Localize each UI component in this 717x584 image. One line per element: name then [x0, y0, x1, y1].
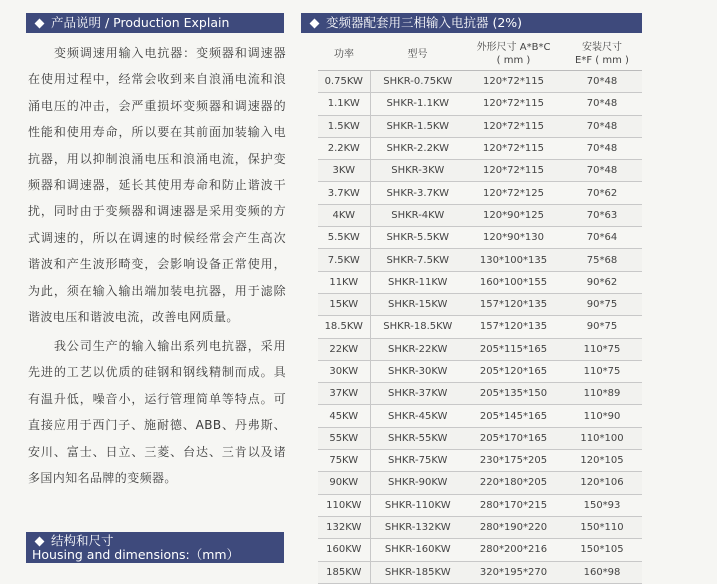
- model-cell: SHKR-5.5KW: [370, 227, 465, 249]
- table-row: [318, 204, 642, 226]
- power-cell: 3.7KW: [318, 182, 370, 204]
- model-cell: SHKR-185KW: [370, 561, 465, 583]
- dimensions-cell: 205*145*165: [465, 405, 562, 427]
- table-row: [318, 494, 642, 516]
- dimensions-cell: 205*115*165: [465, 338, 562, 360]
- mounting-cell: 70*48: [562, 160, 642, 182]
- model-cell: SHKR-7.5KW: [370, 249, 465, 271]
- diamond-bullet-icon: [35, 536, 45, 546]
- dimensions-cell: 205*135*150: [465, 383, 562, 405]
- dimensions-cell: 120*72*115: [465, 71, 562, 93]
- mounting-cell: 70*62: [562, 182, 642, 204]
- mounting-cell: 70*48: [562, 93, 642, 115]
- model-cell: SHKR-30KW: [370, 360, 465, 382]
- model-cell: SHKR-4KW: [370, 204, 465, 226]
- model-cell: SHKR-45KW: [370, 405, 465, 427]
- power-cell: 4KW: [318, 204, 370, 226]
- model-cell: SHKR-2.2KW: [370, 137, 465, 159]
- table-row: [318, 472, 642, 494]
- power-cell: 30KW: [318, 360, 370, 382]
- table-row: [318, 93, 642, 115]
- power-cell: 1.5KW: [318, 115, 370, 137]
- dimensions-cell: 120*90*125: [465, 204, 562, 226]
- reactor-table-header: [301, 13, 642, 33]
- mounting-cell: 160*98: [562, 561, 642, 583]
- dimensions-cell: 120*72*115: [465, 115, 562, 137]
- table-row: [318, 293, 642, 315]
- power-cell: 18.5KW: [318, 316, 370, 338]
- mounting-cell: 70*48: [562, 71, 642, 93]
- table-header-row: [318, 38, 642, 71]
- column-header-mounting: 安装尺寸 E*F ( mm ): [562, 38, 642, 71]
- power-cell: 110KW: [318, 494, 370, 516]
- model-cell: SHKR-0.75KW: [370, 71, 465, 93]
- table-row: [318, 160, 642, 182]
- mounting-cell: 75*68: [562, 249, 642, 271]
- mounting-cell: 70*64: [562, 227, 642, 249]
- header-text: 变频器配套用三相输入电抗器 (2%): [326, 15, 523, 30]
- mounting-cell: 120*106: [562, 472, 642, 494]
- dimensions-cell: 280*190*220: [465, 516, 562, 538]
- column-header-dimensions: 外形尺寸 A*B*C ( mm ): [465, 38, 562, 71]
- table-row: [318, 383, 642, 405]
- mounting-cell: 110*100: [562, 427, 642, 449]
- power-cell: 2.2KW: [318, 137, 370, 159]
- power-cell: 7.5KW: [318, 249, 370, 271]
- dimensions-cell: 120*72*125: [465, 182, 562, 204]
- dimensions-cell: 157*120*135: [465, 316, 562, 338]
- column-header-power: 功率: [318, 38, 370, 71]
- table-row: [318, 316, 642, 338]
- table-row: [318, 271, 642, 293]
- dimensions-cell: 205*120*165: [465, 360, 562, 382]
- power-cell: 1.1KW: [318, 93, 370, 115]
- dimensions-cell: 120*90*130: [465, 227, 562, 249]
- model-cell: SHKR-1.5KW: [370, 115, 465, 137]
- power-cell: 37KW: [318, 383, 370, 405]
- dimensions-cell: 120*72*115: [465, 160, 562, 182]
- power-cell: 132KW: [318, 516, 370, 538]
- mounting-cell: 150*110: [562, 516, 642, 538]
- mounting-cell: 90*75: [562, 316, 642, 338]
- table-row: [318, 405, 642, 427]
- dimensions-cell: 320*195*270: [465, 561, 562, 583]
- model-cell: SHKR-11KW: [370, 271, 465, 293]
- dimensions-cell: 280*200*216: [465, 539, 562, 561]
- power-cell: 160KW: [318, 539, 370, 561]
- dimensions-cell: 230*175*205: [465, 450, 562, 472]
- power-cell: 5.5KW: [318, 227, 370, 249]
- table-row: [318, 71, 642, 93]
- power-cell: 22KW: [318, 338, 370, 360]
- model-cell: SHKR-55KW: [370, 427, 465, 449]
- table-row: [318, 450, 642, 472]
- mounting-cell: 90*62: [562, 271, 642, 293]
- mounting-cell: 110*90: [562, 405, 642, 427]
- table-row: [318, 338, 642, 360]
- dimensions-cell: 120*72*115: [465, 137, 562, 159]
- table-row: [318, 137, 642, 159]
- header-text: 产品说明 / Production Explain: [51, 15, 230, 30]
- model-cell: SHKR-37KW: [370, 383, 465, 405]
- header-line-2: Housing and dimensions:（mm）: [32, 547, 240, 562]
- dimensions-cell: 205*170*165: [465, 427, 562, 449]
- model-cell: SHKR-75KW: [370, 450, 465, 472]
- table-row: [318, 227, 642, 249]
- mounting-cell: 70*48: [562, 115, 642, 137]
- header-line-1: 结构和尺寸: [51, 533, 114, 548]
- model-cell: SHKR-90KW: [370, 472, 465, 494]
- housing-dimensions-header: [26, 532, 284, 563]
- table-row: [318, 182, 642, 204]
- table-row: [318, 115, 642, 137]
- mounting-cell: 120*105: [562, 450, 642, 472]
- diamond-bullet-icon: [310, 18, 320, 28]
- table-row: [318, 360, 642, 382]
- dimensions-cell: 130*100*135: [465, 249, 562, 271]
- description-paragraph-1: 变频调速用输入电抗器：变频器和调速器在使用过程中，经常会收到来自浪涌电流和浪涌电压的冲击，会严重损坏变频器和调速器的性能和使用寿命，所以要在其前面加装输入电抗器，用以抑制浪涌电压和浪涌电流，保护变频器和调速器，延长其使用寿命和防止谐波干扰，同时由于变频器和调速器是采用变频的方式调速的，所以在调速的时候经常会产生高次谐波和产生波形畸变，会影响设备正常使用，为此，须在输入输出端加装电抗器，用于滤除谐波电压和谐波电流，改善电网质量。: [28, 46, 286, 325]
- mounting-cell: 110*75: [562, 338, 642, 360]
- model-cell: SHKR-132KW: [370, 516, 465, 538]
- table-row: [318, 561, 642, 583]
- production-explain-header: [26, 13, 284, 33]
- mounting-cell: 70*63: [562, 204, 642, 226]
- table-row: [318, 516, 642, 538]
- column-header-model: 型号: [370, 38, 465, 71]
- dimensions-cell: 160*100*155: [465, 271, 562, 293]
- model-cell: SHKR-1.1KW: [370, 93, 465, 115]
- power-cell: 90KW: [318, 472, 370, 494]
- diamond-bullet-icon: [35, 18, 45, 28]
- dimensions-cell: 157*120*135: [465, 293, 562, 315]
- model-cell: SHKR-22KW: [370, 338, 465, 360]
- model-cell: SHKR-18.5KW: [370, 316, 465, 338]
- mounting-cell: 90*75: [562, 293, 642, 315]
- model-cell: SHKR-3.7KW: [370, 182, 465, 204]
- power-cell: 185KW: [318, 561, 370, 583]
- power-cell: 0.75KW: [318, 71, 370, 93]
- power-cell: 45KW: [318, 405, 370, 427]
- power-cell: 3KW: [318, 160, 370, 182]
- power-cell: 75KW: [318, 450, 370, 472]
- dimensions-cell: 220*180*205: [465, 472, 562, 494]
- mounting-cell: 150*105: [562, 539, 642, 561]
- model-cell: SHKR-110KW: [370, 494, 465, 516]
- description-paragraph-2: 我公司生产的输入输出系列电抗器，采用先进的工艺以优质的硅钢和钢线精制而成。具有温升低，噪音小，运行管理简单等特点。可直接应用于西门子、施耐德、ABB、丹弗斯、安川、富士、日立、三菱、台达、三肯以及诸多国内知名品牌的变频器。: [28, 339, 286, 486]
- table-row: [318, 427, 642, 449]
- power-cell: 15KW: [318, 293, 370, 315]
- dimensions-cell: 280*170*215: [465, 494, 562, 516]
- power-cell: 55KW: [318, 427, 370, 449]
- mounting-cell: 110*89: [562, 383, 642, 405]
- dimensions-cell: 120*72*115: [465, 93, 562, 115]
- table-row: [318, 249, 642, 271]
- mounting-cell: 110*75: [562, 360, 642, 382]
- power-cell: 11KW: [318, 271, 370, 293]
- mounting-cell: 70*48: [562, 137, 642, 159]
- mounting-cell: 150*93: [562, 494, 642, 516]
- table-row: [318, 539, 642, 561]
- model-cell: SHKR-15KW: [370, 293, 465, 315]
- model-cell: SHKR-3KW: [370, 160, 465, 182]
- reactor-spec-table: [318, 38, 642, 584]
- model-cell: SHKR-160KW: [370, 539, 465, 561]
